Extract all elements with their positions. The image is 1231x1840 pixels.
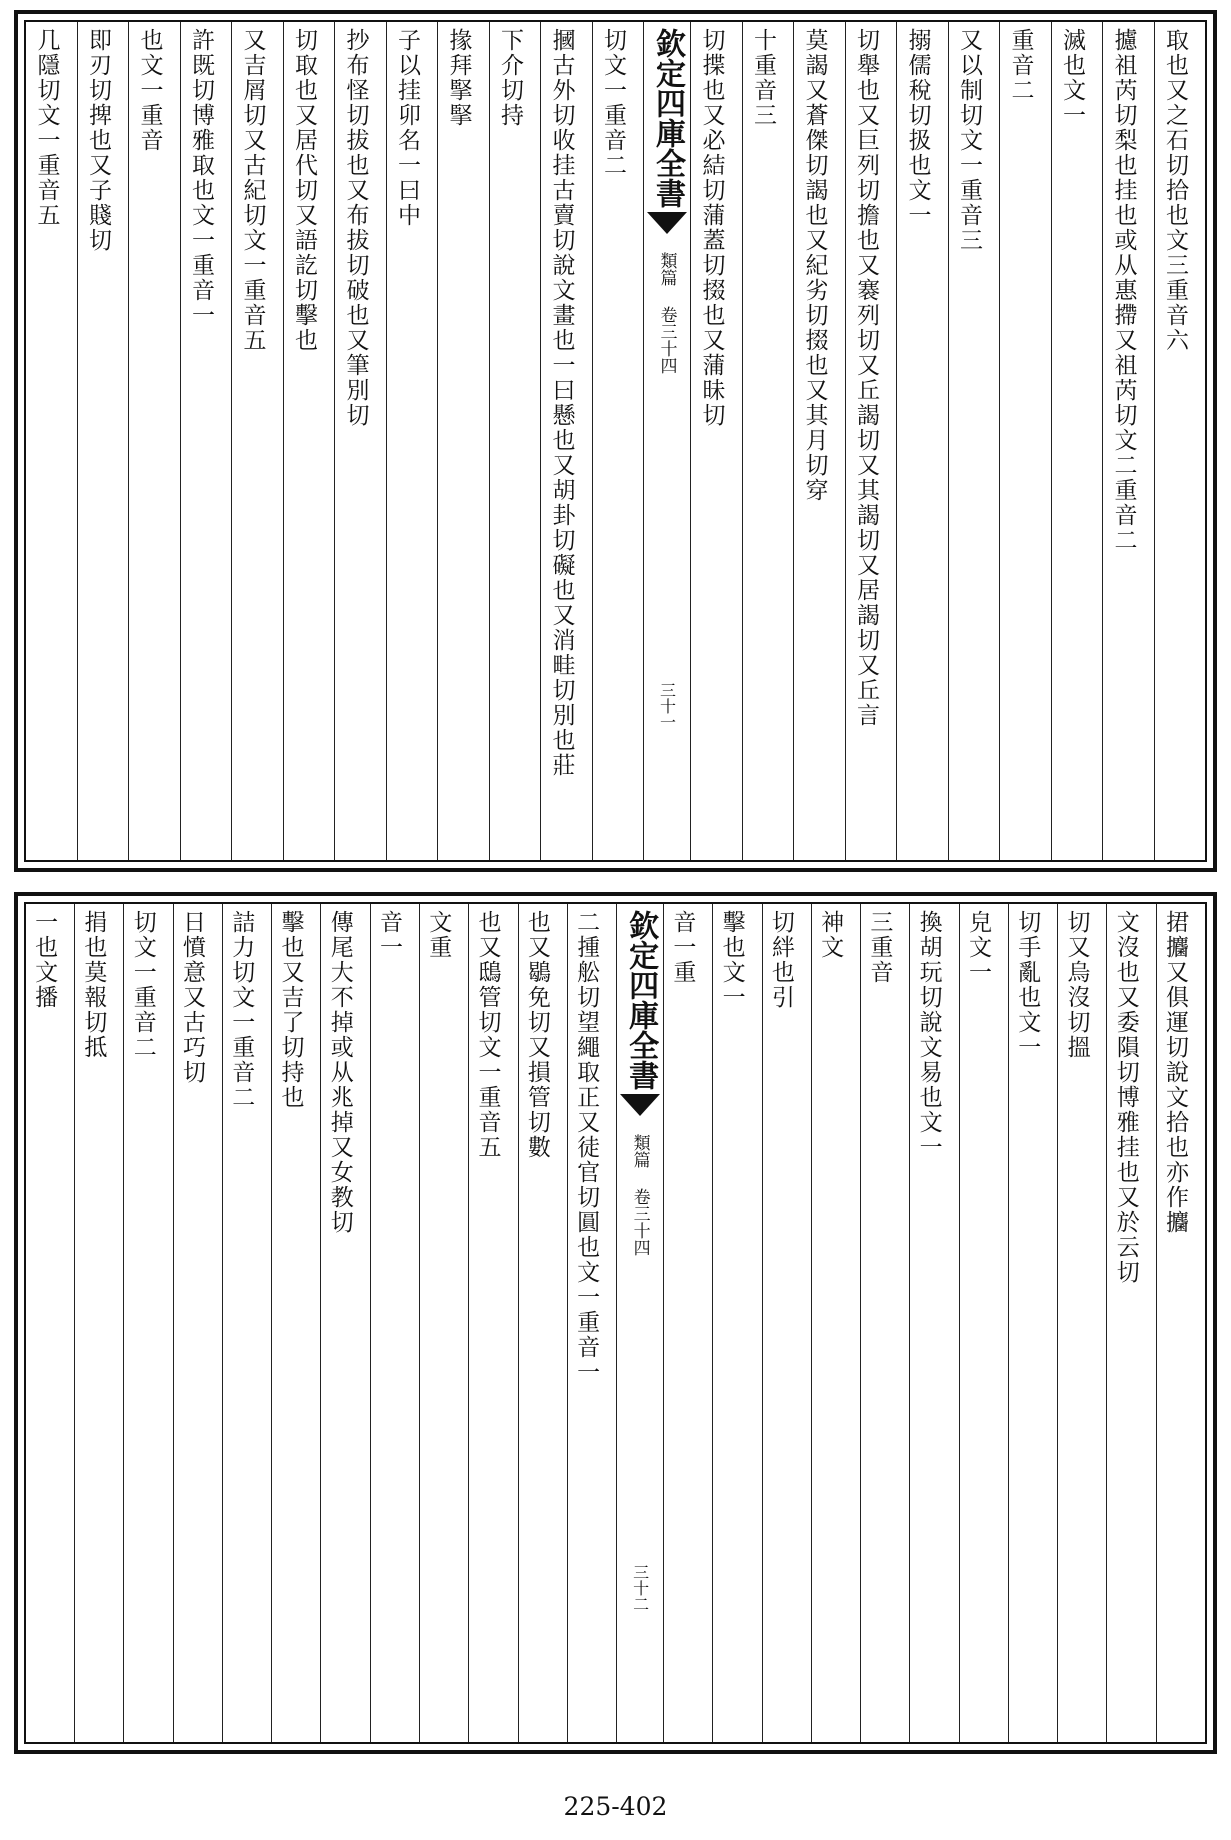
- text-column: 日憤意又古巧切: [173, 904, 222, 1742]
- volume-label: 類篇 卷三十四: [629, 1134, 650, 1256]
- text-column: 下介切持: [489, 22, 541, 860]
- text-column: 滅也文一: [1051, 22, 1103, 860]
- text-column: 捐也莫報切抵: [74, 904, 123, 1742]
- text-column: 莫謁又蒼傑切謁也又紀劣切掇也又其月切穿: [793, 22, 845, 860]
- text-column: 切文一重音二: [123, 904, 172, 1742]
- text-column: 捃攟又俱運切說文拾也亦作攟: [1156, 904, 1205, 1742]
- text-column: 搦儒稅切扱也文一: [896, 22, 948, 860]
- text-column: 也又鶡免切又損管切數: [518, 904, 567, 1742]
- text-column: 切舉也又巨列切擔也又褰列切又丘謁切又其謁切又居謁切又丘言: [845, 22, 897, 860]
- text-column: 掾拜掔掔: [437, 22, 489, 860]
- text-column: 抄布怪切拔也又布拔切破也又筆別切: [334, 22, 386, 860]
- text-column: 一也文播: [31, 910, 58, 1010]
- text-column: 音一重: [663, 904, 712, 1742]
- top-columns: [26, 22, 1205, 860]
- folio-number: 三十一: [657, 682, 677, 730]
- fishtail-mark: [647, 212, 687, 234]
- text-column: 詰力切文一重音二: [222, 904, 271, 1742]
- text-column: 換胡玩切說文易也文一: [909, 904, 958, 1742]
- text-column: 切手亂也文一: [1008, 904, 1057, 1742]
- center-fold: [643, 22, 690, 860]
- text-column: 皃文一: [959, 904, 1008, 1742]
- text-column: 文重: [419, 904, 468, 1742]
- folio-number: 三十二: [630, 1564, 650, 1612]
- text-column: 三重音: [860, 904, 909, 1742]
- text-column: 也又鴟管切文一重音五: [468, 904, 517, 1742]
- text-column: 切又烏沒切搵: [1057, 904, 1106, 1742]
- text-column: 几隱切文一重音五: [33, 28, 60, 228]
- text-column: 二揰舩切望繩取正又徒官切圓也文一重音一: [567, 904, 616, 1742]
- book-title: 欽定四庫全書: [650, 28, 685, 208]
- text-column: 十重音三: [742, 22, 794, 860]
- text-column: 切取也又居代切又語訖切擊也: [283, 22, 335, 860]
- text-column: 切文一重音二: [592, 22, 644, 860]
- book-title: 欽定四庫全書: [623, 910, 659, 1090]
- text-column: 音一: [370, 904, 419, 1742]
- text-column: 切揲也又必結切蒲蓋切掇也又蒲昧切: [690, 22, 742, 860]
- text-column: 重音二: [999, 22, 1051, 860]
- text-column: 即刃切捭也又子賤切: [77, 22, 129, 860]
- text-column: 許既切博雅取也文一重音一: [180, 22, 232, 860]
- text-column: 攄祖芮切梨也挂也或从惠摕又祖芮切文二重音二: [1102, 22, 1154, 860]
- volume-label: 類篇 卷三十四: [656, 252, 677, 374]
- text-column: 摑古外切收挂古賣切說文畫也一曰懸也又胡卦切礙也又消畦切別也莊: [540, 22, 592, 860]
- bottom-columns: [26, 904, 1205, 1742]
- bottom-page: [14, 892, 1217, 1754]
- text-column: 傳尾大不掉或从兆掉又女教切: [320, 904, 369, 1742]
- center-fold: [616, 904, 663, 1742]
- text-column: 又以制切文一重音三: [948, 22, 1000, 860]
- text-column: 擊也文一: [712, 904, 761, 1742]
- text-column: 子以挂卯名一曰中: [386, 22, 438, 860]
- text-column: 又吉屑切又古紀切文一重音五: [231, 22, 283, 860]
- top-page: [14, 10, 1217, 872]
- text-column: 也文一重音: [128, 22, 180, 860]
- text-column: 神文: [811, 904, 860, 1742]
- fishtail-mark: [620, 1094, 660, 1116]
- text-column: 取也又之石切拾也文三重音六: [1154, 22, 1206, 860]
- text-column: 切絆也引: [762, 904, 811, 1742]
- text-column: 文沒也又委隕切博雅挂也又於云切: [1106, 904, 1155, 1742]
- text-column: 擊也又吉了切持也: [271, 904, 320, 1742]
- page-number: 225-402: [563, 1792, 668, 1821]
